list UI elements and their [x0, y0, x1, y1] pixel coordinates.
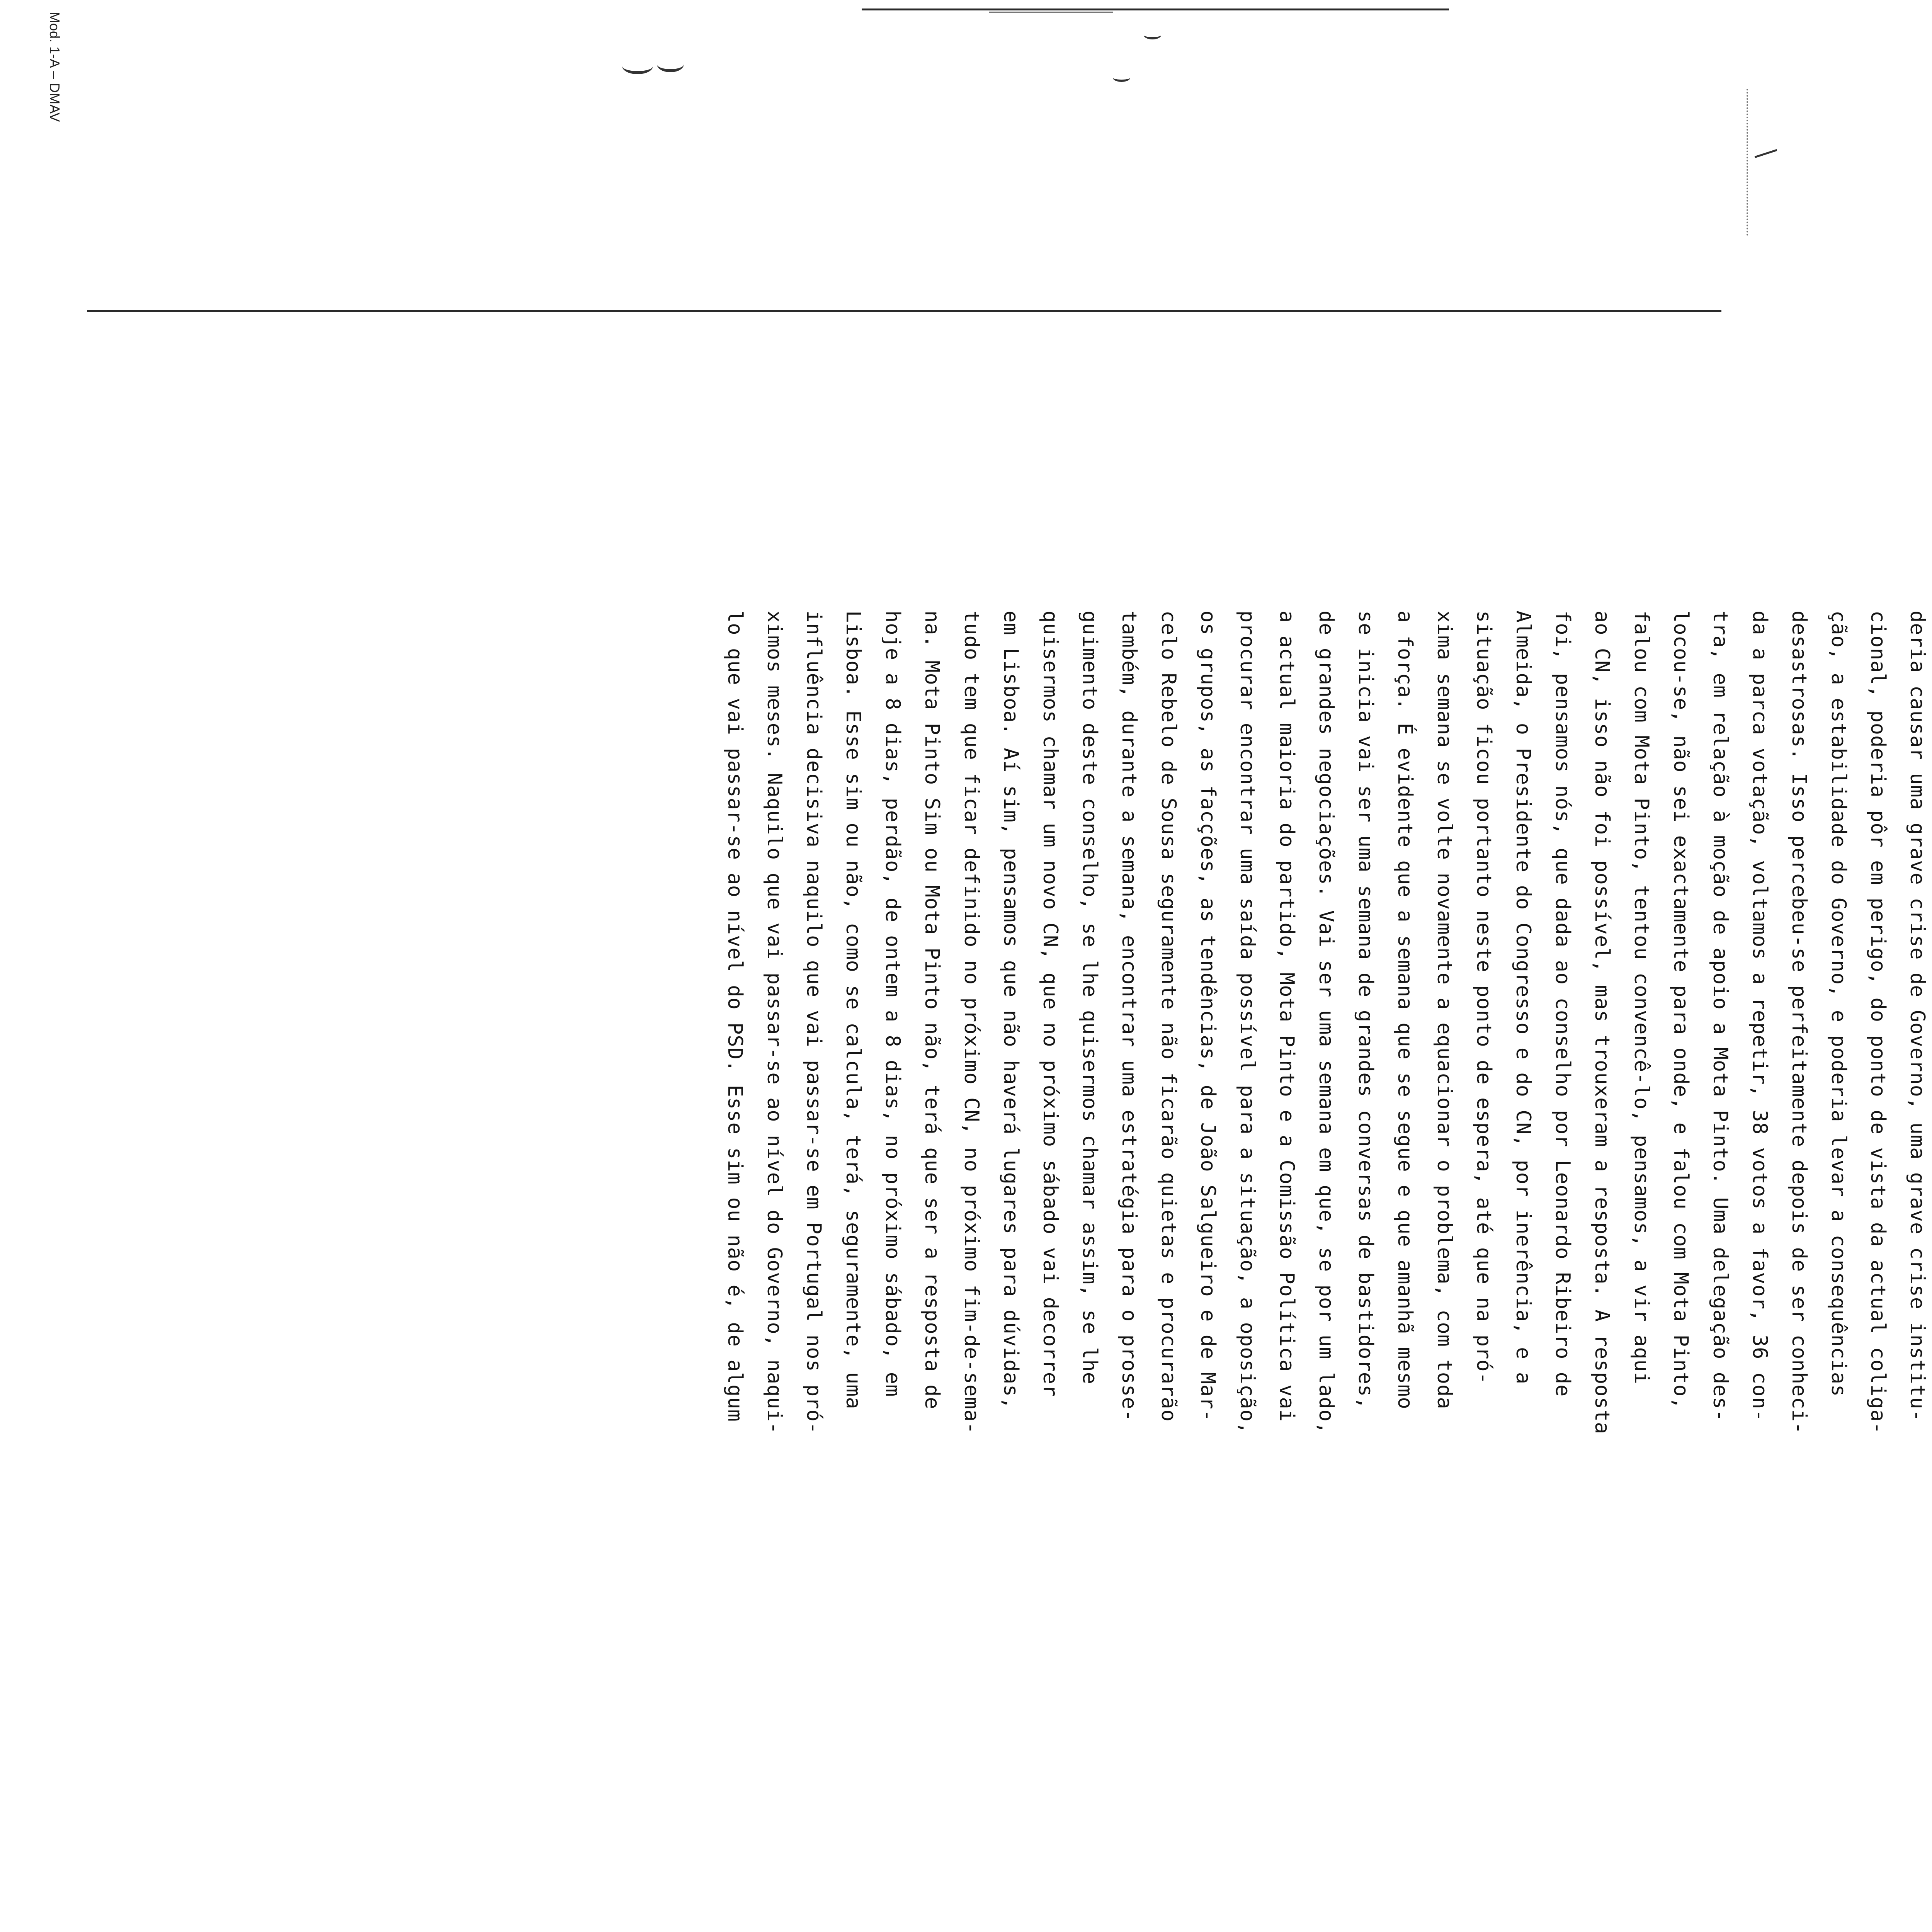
body-line: de grandes negociações. Vai ser uma semana em que, se por um lado, — [1315, 611, 1338, 1435]
body-line: guimento deste conselho, se lhe quisermos chamar assim, se lhe — [1078, 611, 1101, 1385]
body-line: também, durante a semana, encontrar uma estratégia para o prosse- — [1117, 611, 1141, 1422]
body-line: na. Mota Pinto Sim ou Mota Pinto não, terá que ser a resposta de — [920, 611, 944, 1410]
body-line: influência decisiva naquilo que vai passar-se em Portugal nos pró- — [802, 611, 825, 1435]
body-line: ximos meses. Naquilo que vai passar-se ao nível do Governo, naqui- — [763, 611, 786, 1435]
body-lines — [715, 611, 1932, 1932]
body-line: xima semana se volte novamente a equacionar o problema, com toda — [1433, 611, 1456, 1410]
body-line: situação ficou portanto neste ponto de espera, até que na pró- — [1472, 611, 1495, 1385]
pen-mark — [1755, 149, 1777, 158]
body-line: quisermos chamar um novo CN, que no próximo sábado vai decorrer — [1039, 611, 1062, 1397]
body-line: hoje a 8 dias, perdão, de ontem a 8 dias, no próximo sábado, em — [881, 611, 904, 1397]
body-line: desastrosas. Isso percebeu-se perfeitamente depois de ser conheci- — [1787, 611, 1811, 1435]
ink-blot — [1144, 31, 1161, 39]
body-line: tudo tem que ficar definido no próximo CN, no próximo fim-de-sema- — [960, 611, 983, 1435]
body-line: deria causar uma grave crise de Governo, uma grave crise institu- — [1906, 611, 1929, 1422]
body-line: se inicia vai ser uma semana de grandes conversas de bastidores, — [1354, 611, 1377, 1410]
form-code-label: Mod. 1-A – DMAV — [47, 12, 63, 122]
body-line: procurar encontrar uma saída possível para a situação, a oposição, — [1236, 611, 1259, 1435]
page-edge-line — [87, 310, 1721, 312]
body-line: os grupos, as facções, as tendências, de João Salgueiro e de Mar- — [1196, 611, 1219, 1422]
scan-line-top — [862, 9, 1449, 10]
body-line: celo Rebelo de Sousa seguramente não ficarão quietas e procurarão — [1157, 611, 1180, 1422]
continuation-mark — [665, 611, 704, 1932]
body-line: ção, a estabilidade do Governo, e poderia levar a consequências — [1827, 611, 1850, 1397]
body-line: cional, poderia pôr em perigo, do ponto de vista da actual coliga- — [1866, 611, 1889, 1435]
body-line: a actual maioria do partido, Mota Pinto e a Comissão Política vai — [1275, 611, 1298, 1422]
body-line: falou com Mota Pinto, tentou convencê-lo, pensamos, a vir aqui — [1630, 611, 1653, 1385]
body-line: da a parca votação, voltamos a repetir, 38 votos a favor, 36 con- — [1748, 611, 1771, 1422]
body-line: foi, pensamos nós, que dada ao conselho por Leonardo Ribeiro de — [1551, 611, 1574, 1397]
body-line: lo que vai passar-se ao nível do PSD. Esse sim ou não é, de algum — [723, 611, 747, 1422]
ink-blot — [622, 58, 653, 74]
body-line: Almeida, o Presidente do Congresso e do CN, por inerência, e a — [1512, 611, 1535, 1385]
body-line: ao CN, isso não foi possível, mas trouxeram a resposta. A resposta — [1590, 611, 1614, 1435]
margin-dotted-rule — [1747, 89, 1748, 236]
body-line: locou-se, não sei exactamente para onde, e falou com Mota Pinto, — [1669, 611, 1692, 1410]
scan-line-top-faint — [989, 12, 1113, 13]
ink-blot — [657, 56, 684, 72]
ink-blot — [1113, 73, 1130, 82]
body-line: tra, em relação à moção de apoio a Mota Pinto. Uma delegação des- — [1709, 611, 1732, 1422]
body-line: Lisboa. Esse sim ou não, como se calcula, terá, seguramente, uma — [842, 611, 865, 1410]
body-line: a força. É evidente que a semana que se segue e que amanhã mesmo — [1393, 611, 1417, 1410]
body-line: em Lisboa. Aí sim, pensamos que não haverá lugares para dúvidas, — [999, 611, 1022, 1410]
document-body — [0, 611, 1932, 1932]
